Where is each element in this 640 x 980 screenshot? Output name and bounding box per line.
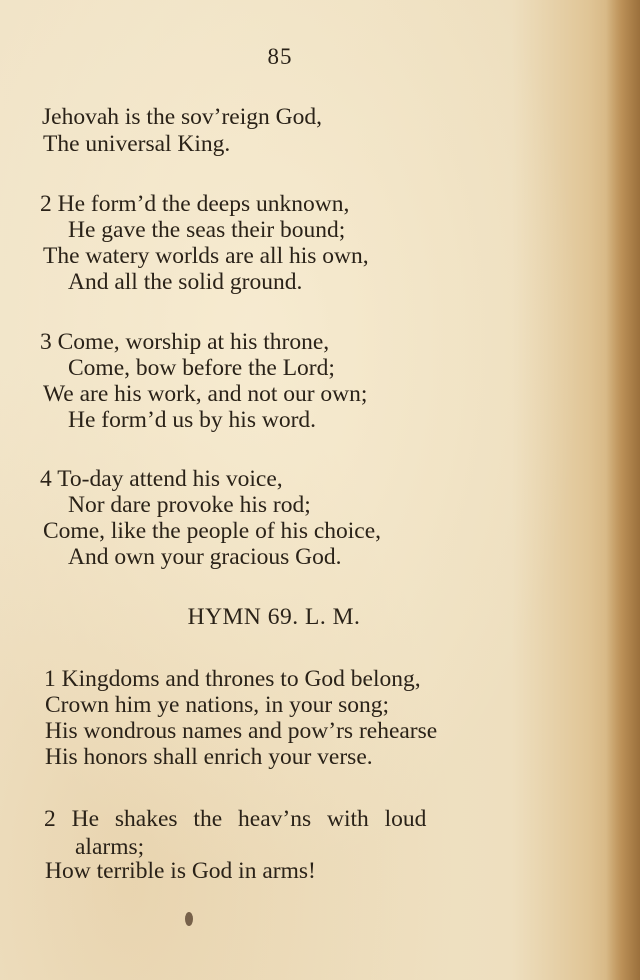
hymn-line: 1 Kingdoms and thrones to God belong, bbox=[44, 666, 421, 692]
verse-line: And all the solid ground. bbox=[68, 269, 303, 295]
verse-line: Jehovah is the sov’reign God, bbox=[42, 104, 322, 130]
verse-line: Come, like the people of his choice, bbox=[43, 518, 382, 544]
verse-line: The watery worlds are all his own, bbox=[43, 243, 369, 269]
printer-mark bbox=[185, 912, 193, 926]
hymn-title: HYMN 69. L. M. bbox=[187, 604, 361, 630]
verse-line: 3 Come, worship at his throne, bbox=[40, 329, 330, 355]
hymn-line: 2 He shakes the heav’ns with loud bbox=[44, 806, 427, 832]
verse-line: 2 He form’d the deeps unknown, bbox=[40, 191, 350, 217]
hymn-line: alarms; bbox=[75, 834, 145, 860]
hymn-line: How terrible is God in arms! bbox=[45, 858, 316, 884]
hymn-line: His wondrous names and pow’rs rehearse bbox=[45, 718, 438, 744]
hymn-line: His honors shall enrich your verse. bbox=[45, 744, 373, 770]
verse-line: We are his work, and not our own; bbox=[43, 381, 368, 407]
verse-line: He form’d us by his word. bbox=[68, 407, 317, 433]
verse-line: He gave the seas their bound; bbox=[68, 217, 346, 243]
verse-line: Nor dare provoke his rod; bbox=[68, 492, 311, 518]
page-number: 85 bbox=[267, 44, 293, 69]
verse-line: And own your gracious God. bbox=[68, 544, 342, 570]
verse-line: Come, bow before the Lord; bbox=[68, 355, 335, 381]
book-spine-shadow bbox=[606, 0, 640, 980]
verse-line: The universal King. bbox=[43, 131, 231, 157]
verse-line: 4 To-day attend his voice, bbox=[40, 466, 283, 492]
hymn-line: Crown him ye nations, in your song; bbox=[45, 692, 389, 718]
